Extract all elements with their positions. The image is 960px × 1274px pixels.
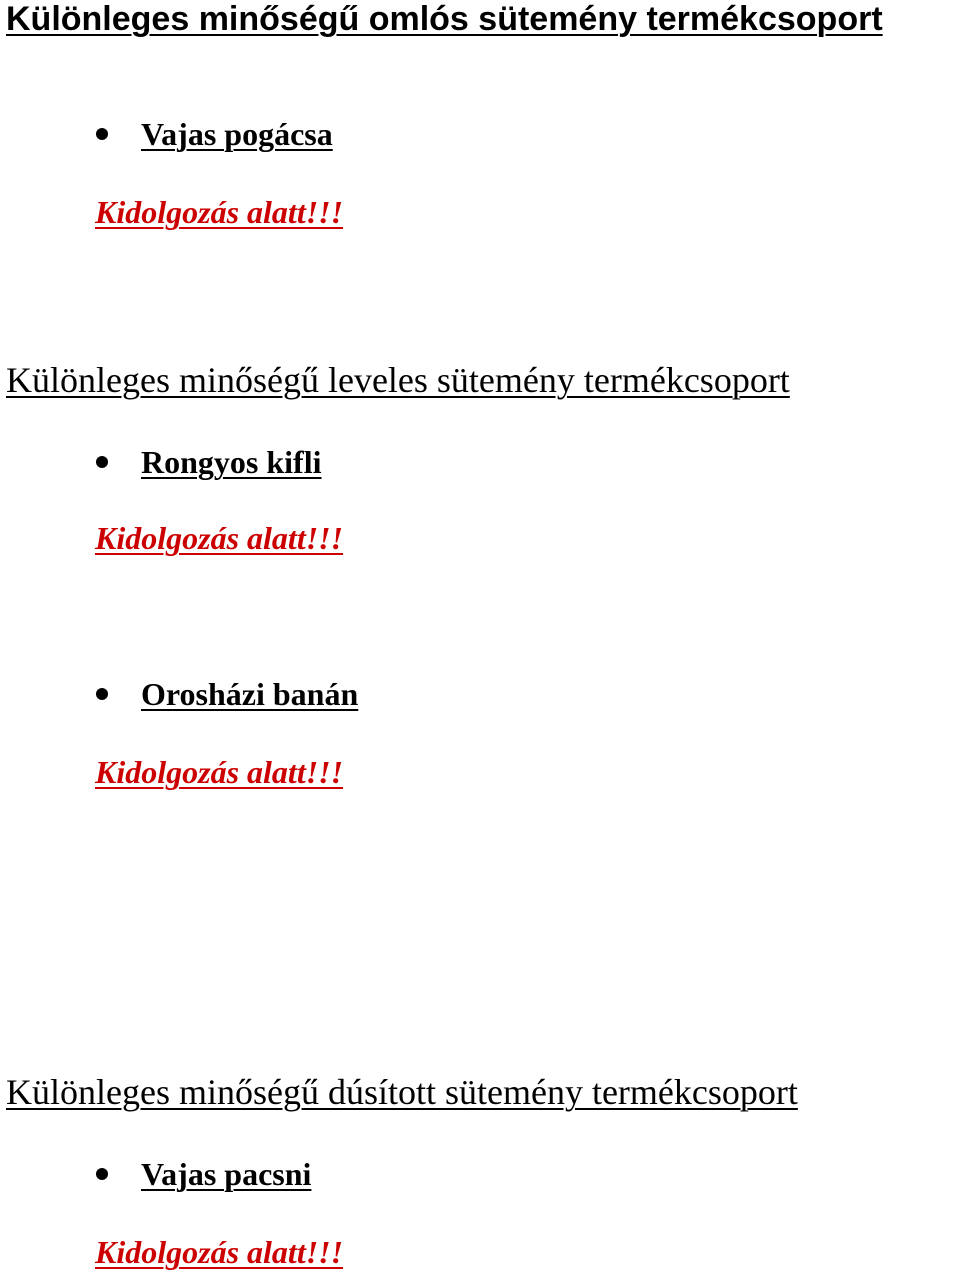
bullet-icon (96, 128, 108, 140)
list-item-rongyos-kifli (96, 446, 321, 478)
list-item-vajas-pacsni (96, 1158, 311, 1190)
status-text: Kidolgozás alatt!!! (95, 520, 344, 556)
bullet-icon (96, 1168, 108, 1180)
status-text: Kidolgozás alatt!!! (95, 1234, 344, 1270)
section-heading-omlos: Különleges minőségű omlós sütemény termékcsoport (6, 0, 883, 38)
product-link-oroshazi-banan[interactable]: Orosházi banán (141, 676, 359, 712)
section-heading-dusitott: Különleges minőségű dúsított sütemény termékcsoport (6, 1072, 798, 1112)
product-link-vajas-pogacsa[interactable]: Vajas pogácsa (141, 116, 333, 152)
bullet-icon (96, 688, 108, 700)
section-heading-leveles: Különleges minőségű leveles sütemény termékcsoport (6, 360, 790, 400)
product-link-vajas-pacsni[interactable]: Vajas pacsni (141, 1156, 312, 1192)
bullet-icon (96, 456, 108, 468)
status-text: Kidolgozás alatt!!! (95, 754, 344, 790)
product-link-rongyos-kifli[interactable]: Rongyos kifli (141, 444, 322, 480)
status-text: Kidolgozás alatt!!! (95, 194, 344, 230)
list-item-oroshazi-banan (96, 678, 358, 710)
list-item-vajas-pogacsa (96, 118, 333, 150)
